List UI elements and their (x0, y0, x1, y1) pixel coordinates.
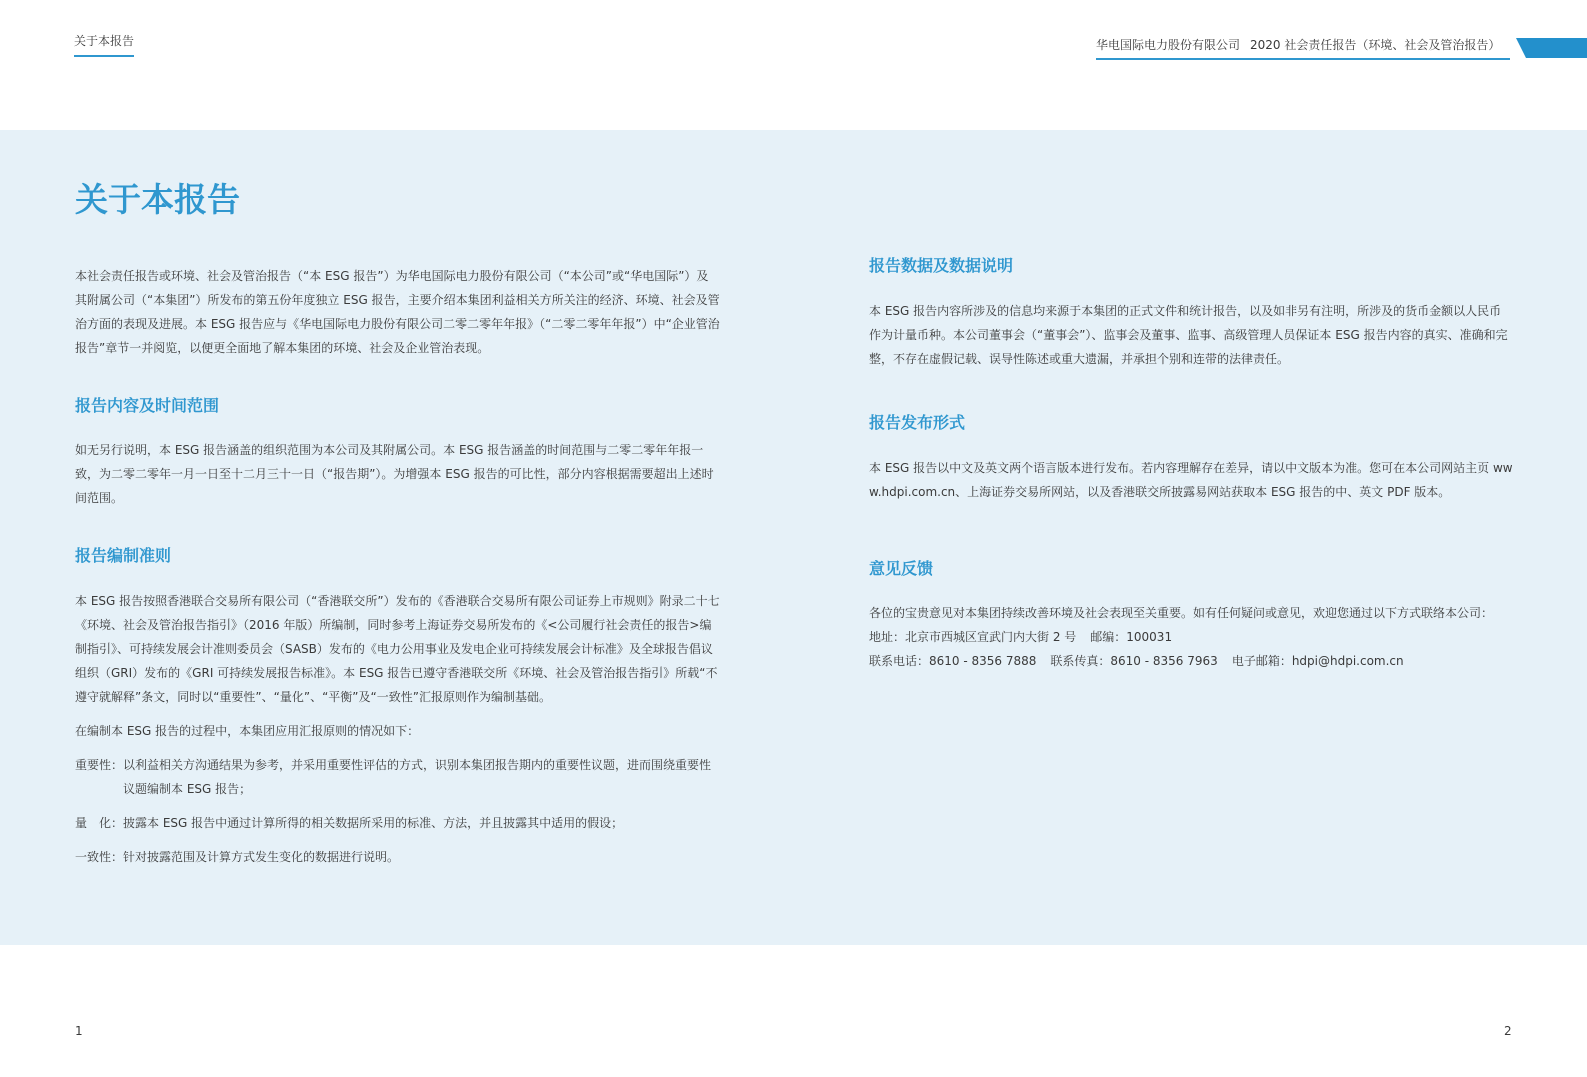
email-link[interactable]: 电子邮箱：hdpi@hdpi.com.cn (1231, 654, 1404, 669)
principle-desc: 以利益相关方沟通结果为参考，并采用重要性评估的方式，识别本集团报告期内的重要性议题，进而围绕重要性议题编制本 ESG 报告； (123, 758, 712, 797)
page-title: 关于本报告 (75, 180, 240, 219)
standards-paragraph: 本 ESG 报告按照香港联合交易所有限公司（“香港联交所”）发布的《香港联合交易所有限公司证券上市规则》附录二十七《环境、社会及管治报告指引》（2016 年版）所编制，同时参考上海证券交易所发布的《<公司履行社会责任的报告>编制指引》、可持续发展会计准则委员会（SASB）发布的《电力公用事业及发电企业可持续发展会计标准》及全球报告倡议组织（GRI）发布的《GRI 可持续发展报告标准》。本 ESG 报告已遵守香港联交所《环境、社会及管治报告指引》所载“不遵守就解释”条文，同时以“重要性”、“量化”、“平衡”及“一致性”汇报原则作为编制基础。 (75, 594, 720, 705)
scope-paragraph: 如无另行说明，本 ESG 报告涵盖的组织范围为本公司及其附属公司。本 ESG 报告涵盖的时间范围与二零二零年年报一致，为二零二零年一月一日至十二月三十一日（“报告期”）。为增强本 ESG 报告的可比性，部分内容根据需要超出上述时间范围。 (75, 443, 714, 506)
principles-intro: 在编制本 ESG 报告的过程中，本集团应用汇报原则的情况如下： (75, 724, 420, 739)
principle-term: 一致性： (75, 850, 124, 865)
principle-term: 量 化： (75, 816, 124, 831)
standards-heading: 报告编制准则 (75, 546, 172, 566)
principle-consistency (75, 845, 720, 869)
address: 地址：北京市西城区宣武门内大街 2 号 (869, 630, 1077, 645)
publication-paragraph: 本 ESG 报告以中文及英文两个语言版本进行发布。若内容理解存在差异，请以中文版本为准。您可在本公司网站主页 www.hdpi.com.cn、上海证券交易所网站，以及香港联交所披露易网站获取本 ESG 报告的中、英文 PDF 版本。 (869, 460, 1513, 499)
principle-desc: 披露本 ESG 报告中通过计算所得的相关数据所采用的标准、方法，并且披露其中适用的假设； (123, 816, 624, 831)
principle-materiality (75, 753, 720, 801)
postcode: 邮编：100031 (1090, 630, 1173, 645)
data-heading: 报告数据及数据说明 (869, 256, 1014, 275)
feedback-paragraph: 各位的宝贵意见对本集团持续改善环境及社会表现至关重要。如有任何疑问或意见，欢迎您通过以下方式联络本公司： (869, 606, 1494, 621)
corner-tab-decoration (1516, 38, 1587, 58)
principle-quantitative (75, 811, 720, 835)
company-name: 华电国际电力股份有限公司 (1096, 38, 1241, 52)
intro-paragraph: 本社会责任报告或环境、社会及管治报告（“本 ESG 报告”）为华电国际电力股份有限公司（“本公司”或“华电国际”）及其附属公司（“本集团”）所发布的第五份年度独立 ESG 报告，主要介绍本集团利益相关方所关注的经济、环境、社会及管治方面的表现及进展。本 ESG 报告应与《华电国际电力股份有限公司二零二零年年报》（“二零二零年年报”）中“企业管治报告”章节一并阅览，以便更全面地了解本集团的环境、社会及企业管治表现。 (75, 268, 720, 355)
section-label: 关于本报告 (74, 32, 134, 57)
feedback-heading: 意见反馈 (869, 558, 934, 578)
publication-heading: 报告发布形式 (869, 412, 966, 432)
right-column (869, 256, 1513, 673)
data-paragraph: 本 ESG 报告内容所涉及的信息均来源于本集团的正式文件和统计报告，以及如非另有注明，所涉及的货币金额以人民币作为计量币种。本公司董事会（“董事会”）、监事会及董事、监事、高级管理人员保证本 ESG 报告内容的真实、准确和完整，不存在虚假记载、误导性陈述或重大遗漏，并承担个别和连带的法律责任。 (869, 303, 1508, 366)
page-number-right: 2 (1504, 1024, 1512, 1038)
phone: 联系电话：8610 - 8356 7888 (869, 654, 1037, 669)
report-title: 2020 社会责任报告（环境、社会及管治报告） (1250, 38, 1501, 52)
report-header (1096, 36, 1510, 60)
contact-line (869, 649, 1513, 673)
address-line (869, 625, 1513, 649)
left-column (75, 180, 720, 869)
fax: 联系传真：8610 - 8356 7963 (1050, 654, 1218, 669)
scope-heading: 报告内容及时间范围 (75, 395, 220, 415)
principle-term: 重要性： (75, 758, 124, 773)
page-number-left: 1 (75, 1024, 83, 1038)
principle-desc: 针对披露范围及计算方式发生变化的数据进行说明。 (123, 850, 400, 865)
